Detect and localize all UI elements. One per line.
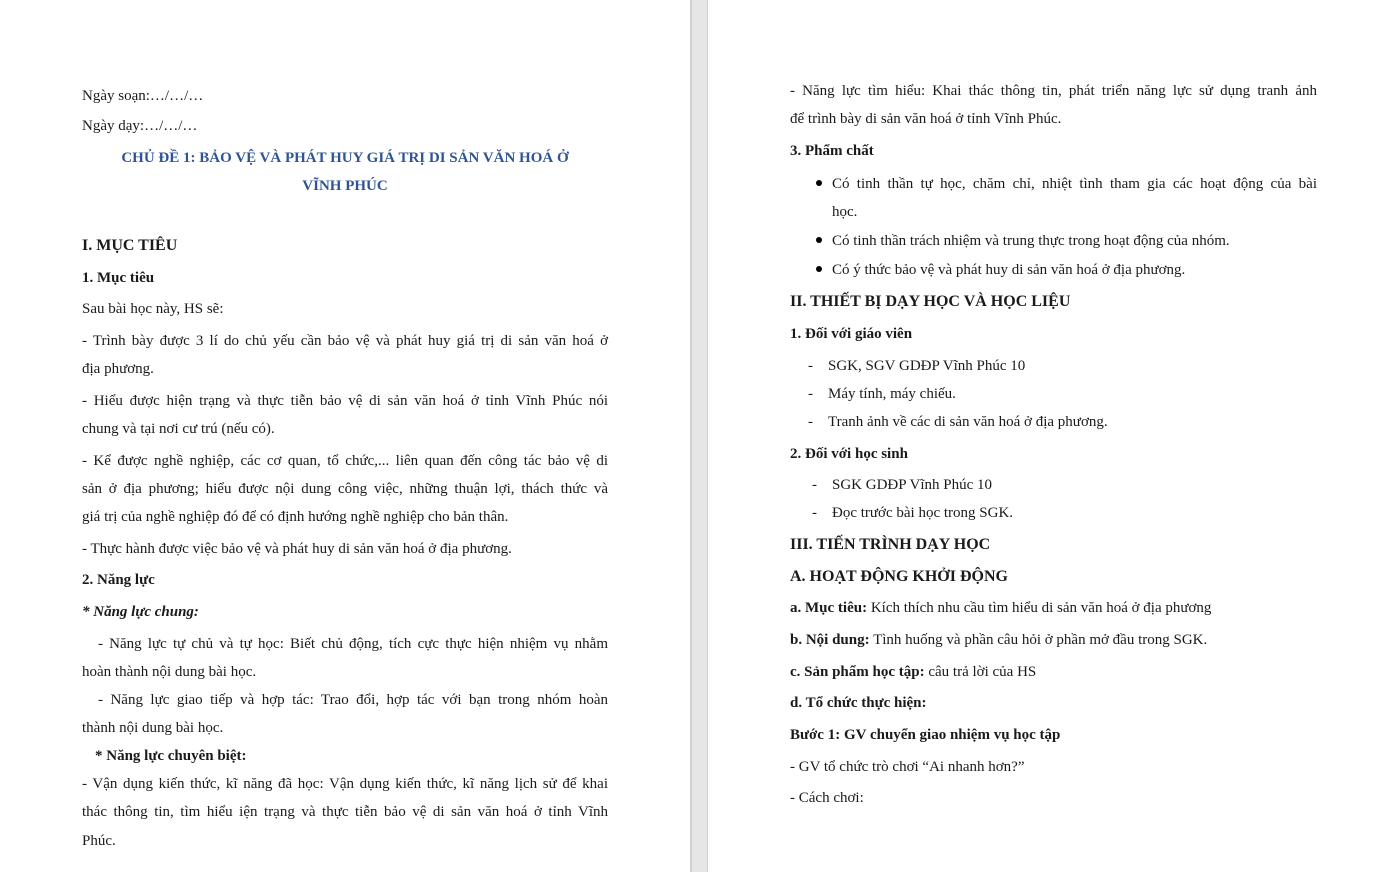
objective-2-line2: chung và tại nơi cư trú (nếu có). xyxy=(82,421,275,437)
section-heading-objectives: I. MỤC TIÊU xyxy=(82,237,178,254)
subheading-qualities: 3. Phẩm chất xyxy=(790,143,874,159)
subheading-teacher: 1. Đối với giáo viên xyxy=(790,326,913,342)
activity-content-text: Tình huống và phần câu hỏi ở phần mở đầu trong SGK. xyxy=(869,632,1208,648)
activity-content-label: b. Nội dung: xyxy=(790,632,870,648)
heading-warmup-activity: A. HOẠT ĐỘNG KHỞI ĐỘNG xyxy=(790,568,1008,585)
teacher-item-3: Tranh ảnh về các di sản văn hoá ở địa phương. xyxy=(828,414,1108,430)
section-heading-process: III. TIẾN TRÌNH DẠY HỌC xyxy=(790,536,991,553)
specific-competencies-heading: * Năng lực chuyên biệt: xyxy=(95,748,247,764)
step-1-heading: Bước 1: GV chuyển giao nhiệm vụ học tập xyxy=(790,727,1061,743)
quality-1-line2: học. xyxy=(832,204,858,220)
objective-2-line1: - Hiểu được hiện trạng và thực tiễn bảo vệ di sản văn hoá ở tỉnh Vĩnh Phúc nói xyxy=(82,393,608,409)
bullet-icon xyxy=(816,180,822,186)
activity-product-text: câu trả lời của HS xyxy=(924,664,1037,680)
objectives-intro: Sau bài học này, HS sẽ: xyxy=(82,301,224,317)
general-competencies-heading: * Năng lực chung: xyxy=(82,604,199,620)
research-competency-line1: - Năng lực tìm hiểu: Khai thác thông tin, phát triển năng lực sử dụng tranh ảnh xyxy=(790,83,1317,99)
objective-3-line3: giá trị của nghề nghiệp đó để có định hướng nghề nghiệp cho bản thân. xyxy=(82,509,509,525)
dash-marker: - xyxy=(808,414,813,430)
activity-objective-label: a. Mục tiêu: xyxy=(790,600,868,616)
teacher-game-instruction: - GV tổ chức trò chơi “Ai nhanh hơn?” xyxy=(790,759,1025,775)
quality-1-line1: Có tinh thần tự học, chăm chỉ, nhiệt tình tham gia các hoạt động của bài xyxy=(832,176,1317,192)
general-competency-2-line1: - Năng lực giao tiếp và hợp tác: Trao đổi, hợp tác với bạn trong nhóm hoàn xyxy=(98,692,608,708)
teacher-item-1: SGK, SGV GDĐP Vĩnh Phúc 10 xyxy=(828,358,1026,374)
objective-1-line2: địa phương. xyxy=(82,361,154,377)
specific-competency-1-line1: - Vận dụng kiến thức, kĩ năng đã học: Vận dụng kiến thức, kĩ năng lịch sử để khai xyxy=(82,776,608,792)
date-prepared: Ngày soạn:…/…/… xyxy=(82,88,204,104)
how-to-play: - Cách chơi: xyxy=(790,790,864,806)
dash-marker: - xyxy=(808,358,813,374)
document-page-right xyxy=(708,0,1397,872)
subheading-competencies: 2. Năng lực xyxy=(82,572,155,588)
bullet-icon xyxy=(816,266,822,272)
activity-organization: d. Tổ chức thực hiện: xyxy=(790,695,927,711)
subheading-student: 2. Đối với học sinh xyxy=(790,446,908,462)
objective-1-line1: - Trình bày được 3 lí do chủ yếu cần bảo vệ và phát huy giá trị di sản văn hoá ở xyxy=(82,333,608,349)
document-page-left xyxy=(0,0,690,872)
dash-marker: - xyxy=(812,505,817,521)
activity-content xyxy=(790,630,1207,650)
topic-title-line1: CHỦ ĐỀ 1: BẢO VỆ VÀ PHÁT HUY GIÁ TRỊ DI SẢN VĂN HOÁ Ở xyxy=(121,150,569,166)
section-heading-equipment: II. THIẾT BỊ DẠY HỌC VÀ HỌC LIỆU xyxy=(790,293,1071,310)
specific-competency-1-line2: thác thông tin, tìm hiểu iện trạng và thực tiễn bảo vệ di sản văn hoá ở tỉnh Vĩnh xyxy=(82,804,608,820)
student-item-1: SGK GDĐP Vĩnh Phúc 10 xyxy=(832,477,993,493)
quality-3: Có ý thức bảo vệ và phát huy di sản văn hoá ở địa phương. xyxy=(832,262,1186,278)
activity-product xyxy=(790,662,1036,682)
activity-product-label: c. Sản phẩm học tập: xyxy=(790,664,925,680)
specific-competency-1-line3: Phúc. xyxy=(82,833,116,849)
general-competency-2-line2: thành nội dung bài học. xyxy=(82,720,224,736)
topic-title-line2: VĨNH PHÚC xyxy=(302,178,388,194)
quality-2: Có tinh thần trách nhiệm và trung thực trong hoạt động của nhóm. xyxy=(832,233,1230,249)
dash-marker: - xyxy=(808,386,813,402)
activity-objective-text: Kích thích nhu cầu tìm hiểu di sản văn hoá ở địa phương xyxy=(867,600,1212,616)
objective-3-line2: sản ở địa phương; hiểu được nội dung công việc, những thuận lợi, thách thức và xyxy=(82,481,608,497)
objective-4: - Thực hành được việc bảo vệ và phát huy di sản văn hoá ở địa phương. xyxy=(82,541,512,557)
page-gutter xyxy=(690,0,708,872)
student-item-2: Đọc trước bài học trong SGK. xyxy=(832,505,1014,521)
objective-3-line1: - Kể được nghề nghiệp, các cơ quan, tổ chức,... liên quan đến công tác bảo vệ di xyxy=(82,453,608,469)
general-competency-1-line1: - Năng lực tự chủ và tự học: Biết chủ động, tích cực thực hiện nhiệm vụ nhằm xyxy=(98,636,608,652)
date-taught: Ngày dạy:…/…/… xyxy=(82,118,198,134)
general-competency-1-line2: hoàn thành nội dung bài học. xyxy=(82,664,257,680)
research-competency-line2: để trình bày di sản văn hoá ở tỉnh Vĩnh Phúc. xyxy=(790,111,1062,127)
bullet-icon xyxy=(816,237,822,243)
dash-marker: - xyxy=(812,477,817,493)
activity-objective xyxy=(790,598,1211,618)
subheading-objectives: 1. Mục tiêu xyxy=(82,270,155,286)
teacher-item-2: Máy tính, máy chiếu. xyxy=(828,386,956,402)
